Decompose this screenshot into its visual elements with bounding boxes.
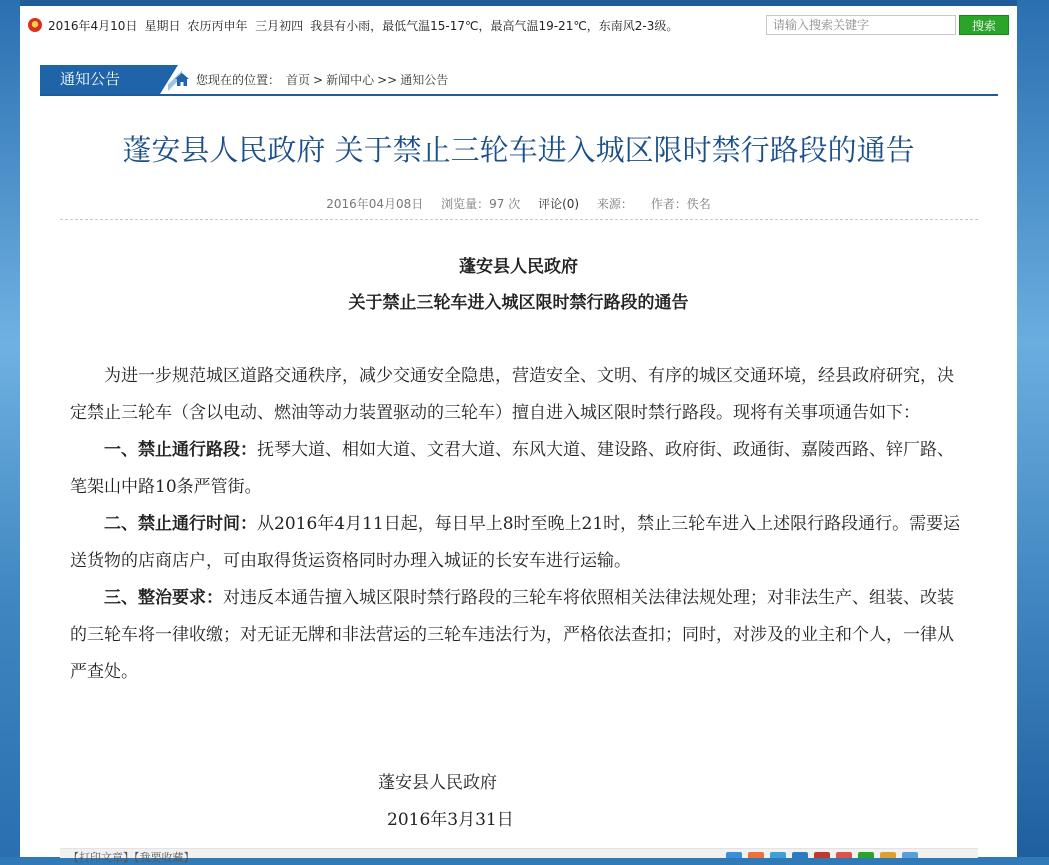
lunar-date: 农历丙申年 三月初四	[187, 18, 304, 33]
breadcrumb	[175, 65, 448, 94]
signature-issuer: 蓬安县人民政府	[378, 773, 497, 793]
document-heading-issuer: 蓬安县人民政府	[459, 257, 578, 277]
breadcrumb-news-center-link[interactable]: 新闻中心	[326, 73, 375, 87]
weather-forecast: 我县有小雨，最低气温15-17℃，最高气温19-21℃，东南风2-3级。	[310, 18, 679, 33]
share-renren-icon[interactable]	[792, 852, 808, 858]
item-3-paragraph	[70, 580, 970, 691]
item-3-text: 对违反本通告擅入城区限时禁行路段的三轮车将依照相关法律法规处理；对非法生产、组装、改装的三轮车将一律收缴；对无证无牌和非法营运的三轮车违法行为，严格依法查扣；同时，对涉及的业主和个人，一律从严查处。	[70, 588, 954, 682]
share-tencent-icon[interactable]	[770, 852, 786, 858]
print-favorite-links[interactable]: 【打印文章】【我要收藏】	[68, 851, 195, 864]
source-label: 来源：	[596, 197, 633, 211]
document-heading-subject: 关于禁止三轮车进入城区限时禁行路段的通告	[348, 293, 689, 313]
share-email-icon[interactable]	[902, 852, 918, 858]
meta-divider	[60, 219, 978, 220]
share-kaixin-icon[interactable]	[836, 852, 852, 858]
comment-link[interactable]: 评论(0)	[538, 197, 580, 211]
main-content-panel	[20, 48, 1017, 864]
breadcrumb-notices-link[interactable]: 通知公告	[400, 73, 449, 87]
current-date: 2016年4月10日	[48, 18, 138, 33]
article-meta	[20, 195, 1017, 212]
article-footer-bar	[60, 848, 978, 864]
date-weather-info	[28, 16, 685, 34]
view-count: 浏览量：97 次	[441, 197, 521, 211]
top-bar	[20, 0, 1017, 48]
search-input[interactable]	[766, 15, 956, 35]
signature-date: 2016年3月31日	[387, 810, 514, 830]
item-2-label: 二、禁止通行时间：	[104, 514, 257, 534]
item-1-paragraph	[70, 432, 970, 506]
section-tab: 通知公告	[40, 65, 160, 94]
page-background-right	[1017, 0, 1049, 857]
weekday: 星期日	[144, 18, 181, 33]
share-weibo-icon[interactable]	[748, 852, 764, 858]
intro-paragraph: 为进一步规范城区道路交通秩序，减少交通安全隐患，营造安全、文明、有序的城区交通环境，经县政府研究，决定禁止三轮车（含以电动、燃油等动力装置驱动的三轮车）擅自进入城区限时禁行路段。现将有关事项通告如下：	[70, 366, 954, 423]
article-body	[70, 358, 970, 691]
breadcrumb-home-link[interactable]: 首页	[286, 73, 311, 87]
share-douban-icon[interactable]	[814, 852, 830, 858]
government-emblem-icon	[28, 18, 42, 32]
publish-date: 2016年04月08日	[326, 197, 424, 211]
item-3-label: 三、整治要求：	[104, 588, 223, 608]
section-header	[40, 65, 998, 96]
item-2-text: 从2016年4月11日起，每日早上8时至晚上21时，禁止三轮车进入上述限行路段通行。需要运送货物的店商店户，可由取得货运资格同时办理入城证的长安车进行运输。	[70, 514, 961, 571]
item-2-paragraph	[70, 506, 970, 580]
item-1-label: 一、禁止通行路段：	[104, 440, 257, 460]
breadcrumb-separator: >	[313, 72, 324, 87]
share-qzone-icon[interactable]	[726, 852, 742, 858]
item-1-text: 抚琴大道、相如大道、文君大道、东风大道、建设路、政府街、政通街、嘉陵西路、锌厂路、笔架山中路10条严管街。	[70, 440, 954, 497]
article-title: 蓬安县人民政府 关于禁止三轮车进入城区限时禁行路段的通告	[122, 133, 915, 167]
search-button[interactable]: 搜索	[959, 15, 1009, 35]
share-more-icon[interactable]	[880, 852, 896, 858]
page-background-left	[0, 0, 20, 857]
author-label: 作者：佚名	[650, 197, 711, 211]
breadcrumb-separator: >>	[377, 72, 398, 87]
home-icon	[175, 73, 189, 86]
share-icons	[726, 852, 924, 858]
share-wechat-icon[interactable]	[858, 852, 874, 858]
location-label: 您现在的位置：	[196, 73, 281, 87]
